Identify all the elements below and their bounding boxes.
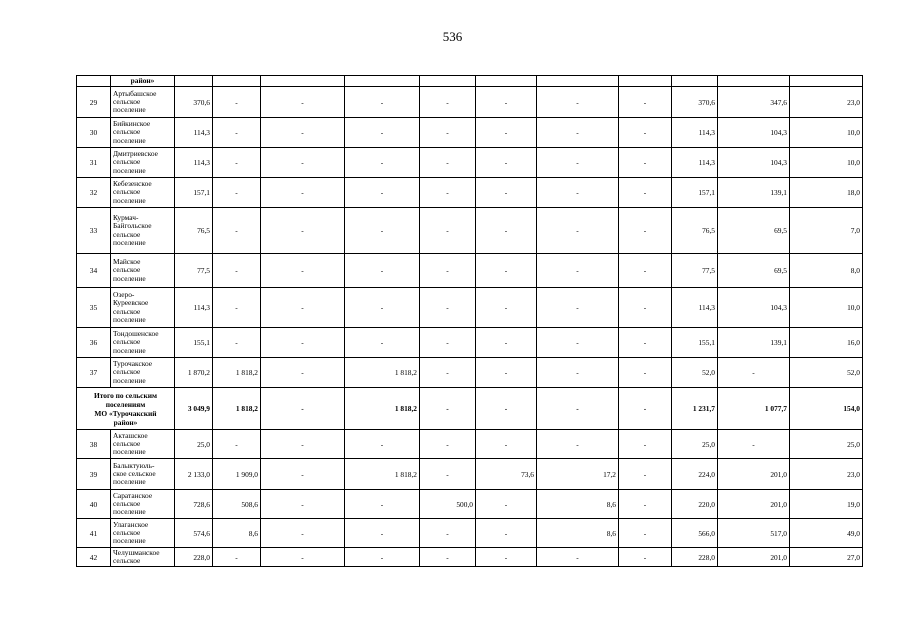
table-cell-value: -	[537, 118, 619, 148]
table-cell-value: 114,3	[672, 288, 718, 328]
table-cell-value: 1 077,7	[718, 388, 790, 430]
table-cell-value: 8,6	[537, 519, 619, 548]
table-body	[77, 76, 863, 567]
table-cell-value: -	[537, 328, 619, 358]
table-cell-value: -	[213, 148, 261, 178]
table-cell-value: -	[420, 254, 476, 288]
table-cell-name: Улаганское сельское поселение	[111, 519, 175, 548]
table-cell-value: -	[476, 490, 537, 519]
table-cell-value: -	[619, 430, 672, 459]
table-cell-number: 31	[77, 148, 111, 178]
table-cell-value: 7,0	[790, 208, 863, 254]
table-cell	[718, 76, 790, 87]
table-cell-value: -	[476, 178, 537, 208]
table-cell-value: -	[420, 148, 476, 178]
table-cell-value: 139,1	[718, 328, 790, 358]
table-cell-value: 10,0	[790, 288, 863, 328]
table-cell	[672, 76, 718, 87]
table-cell-value: -	[420, 459, 476, 490]
table-row	[77, 358, 863, 388]
table-cell-name: район»	[111, 76, 175, 87]
table-cell-value: -	[261, 490, 345, 519]
table-cell-value: -	[345, 430, 420, 459]
table-cell-value: 500,0	[420, 490, 476, 519]
table-cell-value: -	[619, 208, 672, 254]
table-cell-value: 1 231,7	[672, 388, 718, 430]
table-row	[77, 208, 863, 254]
table-cell-name: Балыктуюль- ское сельское поселение	[111, 459, 175, 490]
table-row	[77, 288, 863, 328]
table-cell-value: -	[476, 87, 537, 118]
table-row	[77, 148, 863, 178]
table-row	[77, 87, 863, 118]
table-cell-value: -	[476, 519, 537, 548]
table-cell-number: 34	[77, 254, 111, 288]
table-cell-value: 114,3	[175, 118, 213, 148]
table-cell-value: 3 049,9	[175, 388, 213, 430]
table-cell-value: -	[537, 388, 619, 430]
table-cell-value: -	[213, 208, 261, 254]
table-row	[77, 519, 863, 548]
table-cell-value: 155,1	[672, 328, 718, 358]
table-cell-value: -	[345, 208, 420, 254]
table-cell-value: -	[261, 328, 345, 358]
table-cell-value: -	[261, 208, 345, 254]
table-cell-value: 157,1	[672, 178, 718, 208]
table-cell-value: -	[619, 548, 672, 567]
table-cell-value: -	[619, 178, 672, 208]
table-cell-value: 370,6	[672, 87, 718, 118]
table-cell-value: -	[476, 208, 537, 254]
table-cell-value: 52,0	[672, 358, 718, 388]
table-cell-name: Дмитриевское сельское поселение	[111, 148, 175, 178]
table-cell-value: 508,6	[213, 490, 261, 519]
table-row-total	[77, 388, 863, 430]
table-cell-value: -	[420, 178, 476, 208]
table-cell-name: Челушманское сельское	[111, 548, 175, 567]
table-cell-number: 39	[77, 459, 111, 490]
table-row	[77, 178, 863, 208]
table-cell-value: -	[619, 254, 672, 288]
table-cell	[790, 76, 863, 87]
table-cell-value: 23,0	[790, 87, 863, 118]
table-row	[77, 490, 863, 519]
table-row	[77, 548, 863, 567]
table-cell-value: 16,0	[790, 328, 863, 358]
table-cell-value: 52,0	[790, 358, 863, 388]
table-cell-value: -	[420, 548, 476, 567]
table-cell-value: -	[420, 430, 476, 459]
table-cell-value: -	[476, 288, 537, 328]
table-cell-value: -	[619, 519, 672, 548]
table-cell-value: 1 818,2	[345, 358, 420, 388]
table-cell-value: 1 870,2	[175, 358, 213, 388]
table-cell-value: 76,5	[175, 208, 213, 254]
table-cell-value: -	[420, 388, 476, 430]
table-cell-value: -	[261, 178, 345, 208]
budget-table	[76, 75, 863, 567]
table-cell-value: -	[420, 519, 476, 548]
table-cell-value: -	[619, 288, 672, 328]
table-cell-name: Акташское сельское поселение	[111, 430, 175, 459]
table-cell-value: -	[345, 148, 420, 178]
table-cell-value: 220,0	[672, 490, 718, 519]
table-cell-value: -	[261, 459, 345, 490]
table-cell-name: Турочакское сельское поселение	[111, 358, 175, 388]
table-cell-value: 77,5	[672, 254, 718, 288]
table-cell-value: -	[718, 430, 790, 459]
table-cell-value: -	[537, 254, 619, 288]
table-cell-number: 37	[77, 358, 111, 388]
table-cell-value: -	[345, 548, 420, 567]
table-cell-value: -	[261, 388, 345, 430]
table-cell-name: Бийкинское сельское поселение	[111, 118, 175, 148]
table-cell-number: 36	[77, 328, 111, 358]
table-row	[77, 118, 863, 148]
table-cell-value: -	[345, 118, 420, 148]
table-cell-value: 1 818,2	[345, 459, 420, 490]
table-cell-value: 104,3	[718, 288, 790, 328]
table-cell-value: -	[476, 388, 537, 430]
table-cell-value: 139,1	[718, 178, 790, 208]
table-cell-value: 114,3	[672, 118, 718, 148]
table-cell-value: 566,0	[672, 519, 718, 548]
table-cell-value: 114,3	[175, 148, 213, 178]
table-cell-value: -	[619, 328, 672, 358]
table-cell-number: 33	[77, 208, 111, 254]
table-cell-value: 8,0	[790, 254, 863, 288]
table-cell-value: -	[261, 430, 345, 459]
table-cell-value: -	[537, 430, 619, 459]
table-row	[77, 254, 863, 288]
table-row	[77, 430, 863, 459]
table-cell-value: 2 133,0	[175, 459, 213, 490]
table-cell-value: -	[476, 118, 537, 148]
table-cell	[345, 76, 420, 87]
table-cell-value: 154,0	[790, 388, 863, 430]
table-cell-value: 19,0	[790, 490, 863, 519]
table-cell-value: -	[476, 430, 537, 459]
table-cell-value: -	[420, 358, 476, 388]
table-cell-value: 8,6	[537, 490, 619, 519]
table-cell-value: -	[476, 148, 537, 178]
table-cell-value: 574,6	[175, 519, 213, 548]
table-cell-number: 38	[77, 430, 111, 459]
table-cell-number: 41	[77, 519, 111, 548]
table-cell-value: 517,0	[718, 519, 790, 548]
table-cell-value: 201,0	[718, 459, 790, 490]
table-cell-value: -	[476, 254, 537, 288]
table-cell-value: -	[476, 358, 537, 388]
table-row-header-fragment	[77, 76, 863, 87]
table-row	[77, 328, 863, 358]
table-cell-value: -	[537, 288, 619, 328]
table-cell-value: 1 818,2	[213, 358, 261, 388]
table-cell-value: 224,0	[672, 459, 718, 490]
table-cell-value: 347,6	[718, 87, 790, 118]
table-cell-value: 17,2	[537, 459, 619, 490]
table-cell-value: -	[420, 288, 476, 328]
table-cell-value: -	[537, 87, 619, 118]
table-cell-value: 157,1	[175, 178, 213, 208]
table-cell-value: 228,0	[672, 548, 718, 567]
table-cell-value: -	[537, 178, 619, 208]
table-cell-value: 370,6	[175, 87, 213, 118]
table-cell-value: 1 818,2	[345, 388, 420, 430]
table-cell-number: 32	[77, 178, 111, 208]
table-cell-value: 104,3	[718, 148, 790, 178]
table-cell-value: -	[213, 430, 261, 459]
table-cell-value: 201,0	[718, 548, 790, 567]
table-cell-value: -	[537, 208, 619, 254]
table-cell-value: 1 909,0	[213, 459, 261, 490]
table-cell-value: -	[718, 358, 790, 388]
table-cell-value: 73,6	[476, 459, 537, 490]
table-cell-value: -	[476, 328, 537, 358]
table-cell-name: Майское сельское поселение	[111, 254, 175, 288]
table-cell-value: -	[537, 358, 619, 388]
table-cell-value: 49,0	[790, 519, 863, 548]
table-cell-value: -	[261, 148, 345, 178]
table-cell-value: -	[619, 118, 672, 148]
table-cell-value: 201,0	[718, 490, 790, 519]
table-cell-value: -	[619, 148, 672, 178]
table-cell-value: -	[213, 288, 261, 328]
table-cell	[537, 76, 619, 87]
table-cell-name: Итого по сельским поселениям МО «Турочакский район»	[77, 388, 175, 430]
table-cell-value: -	[213, 178, 261, 208]
table-cell-value: -	[261, 548, 345, 567]
table-cell-value: 25,0	[672, 430, 718, 459]
table-cell-value: -	[420, 87, 476, 118]
table-cell-value: 10,0	[790, 118, 863, 148]
table-cell-value: 27,0	[790, 548, 863, 567]
table-cell-value: -	[345, 490, 420, 519]
table-cell-value: -	[619, 490, 672, 519]
table-cell-value: -	[476, 548, 537, 567]
table-cell-name: Кебезенское сельское поселение	[111, 178, 175, 208]
table-cell-value: -	[619, 388, 672, 430]
table-cell-number: 35	[77, 288, 111, 328]
table-cell-value: 8,6	[213, 519, 261, 548]
table-cell-value: -	[261, 118, 345, 148]
table-row	[77, 459, 863, 490]
table-cell-name: Артыбашское сельское поселение	[111, 87, 175, 118]
table-cell-value: -	[213, 87, 261, 118]
table-cell-value: 25,0	[175, 430, 213, 459]
table-cell-value: -	[345, 254, 420, 288]
table-cell	[213, 76, 261, 87]
table-cell-value: 104,3	[718, 118, 790, 148]
table-cell	[261, 76, 345, 87]
table-cell-value: 114,3	[672, 148, 718, 178]
table-cell-name: Тондошенское сельское поселение	[111, 328, 175, 358]
table-cell-value: -	[619, 459, 672, 490]
table-cell-number: 40	[77, 490, 111, 519]
table-cell-value: -	[213, 328, 261, 358]
table-cell-value: -	[345, 87, 420, 118]
table-cell-value: -	[261, 519, 345, 548]
table-cell-number: 30	[77, 118, 111, 148]
table-cell	[77, 76, 111, 87]
table-cell-value: 10,0	[790, 148, 863, 178]
table-cell-value: -	[537, 148, 619, 178]
table-cell-value: 18,0	[790, 178, 863, 208]
table-cell-value: -	[537, 548, 619, 567]
table-cell-value: -	[345, 178, 420, 208]
table-cell-value: -	[345, 288, 420, 328]
table-cell	[175, 76, 213, 87]
table-cell-name: Курмач- Байгольское сельское поселение	[111, 208, 175, 254]
table-cell-value: -	[420, 208, 476, 254]
table-cell-value: 76,5	[672, 208, 718, 254]
table-cell-value: -	[261, 87, 345, 118]
table-cell-value: 228,0	[175, 548, 213, 567]
table-cell-value: 69,5	[718, 254, 790, 288]
table-cell-value: 114,3	[175, 288, 213, 328]
table-cell-value: -	[619, 358, 672, 388]
table-cell-value: -	[420, 118, 476, 148]
table-cell-value: -	[345, 328, 420, 358]
table-cell-value: -	[261, 288, 345, 328]
table-cell	[619, 76, 672, 87]
table-cell	[420, 76, 476, 87]
table-cell-value: 1 818,2	[213, 388, 261, 430]
table-cell-number: 42	[77, 548, 111, 567]
table-cell-value: 77,5	[175, 254, 213, 288]
table-cell-value: -	[261, 358, 345, 388]
table-cell-value: -	[420, 328, 476, 358]
table-cell-value: -	[213, 548, 261, 567]
table-cell-value: 25,0	[790, 430, 863, 459]
table-cell-value: -	[213, 118, 261, 148]
table-cell-number: 29	[77, 87, 111, 118]
table-cell-value: 23,0	[790, 459, 863, 490]
page-number: 536	[442, 29, 463, 44]
table-cell-name: Озеро- Куреевское сельское поселение	[111, 288, 175, 328]
table-cell-value: 728,6	[175, 490, 213, 519]
table-cell-value: -	[345, 519, 420, 548]
table-cell-value: -	[261, 254, 345, 288]
table-cell-value: 69,5	[718, 208, 790, 254]
table-cell	[476, 76, 537, 87]
table-cell-value: -	[213, 254, 261, 288]
table-cell-value: -	[619, 87, 672, 118]
table-cell-name: Саратанское сельское поселение	[111, 490, 175, 519]
table-cell-value: 155,1	[175, 328, 213, 358]
